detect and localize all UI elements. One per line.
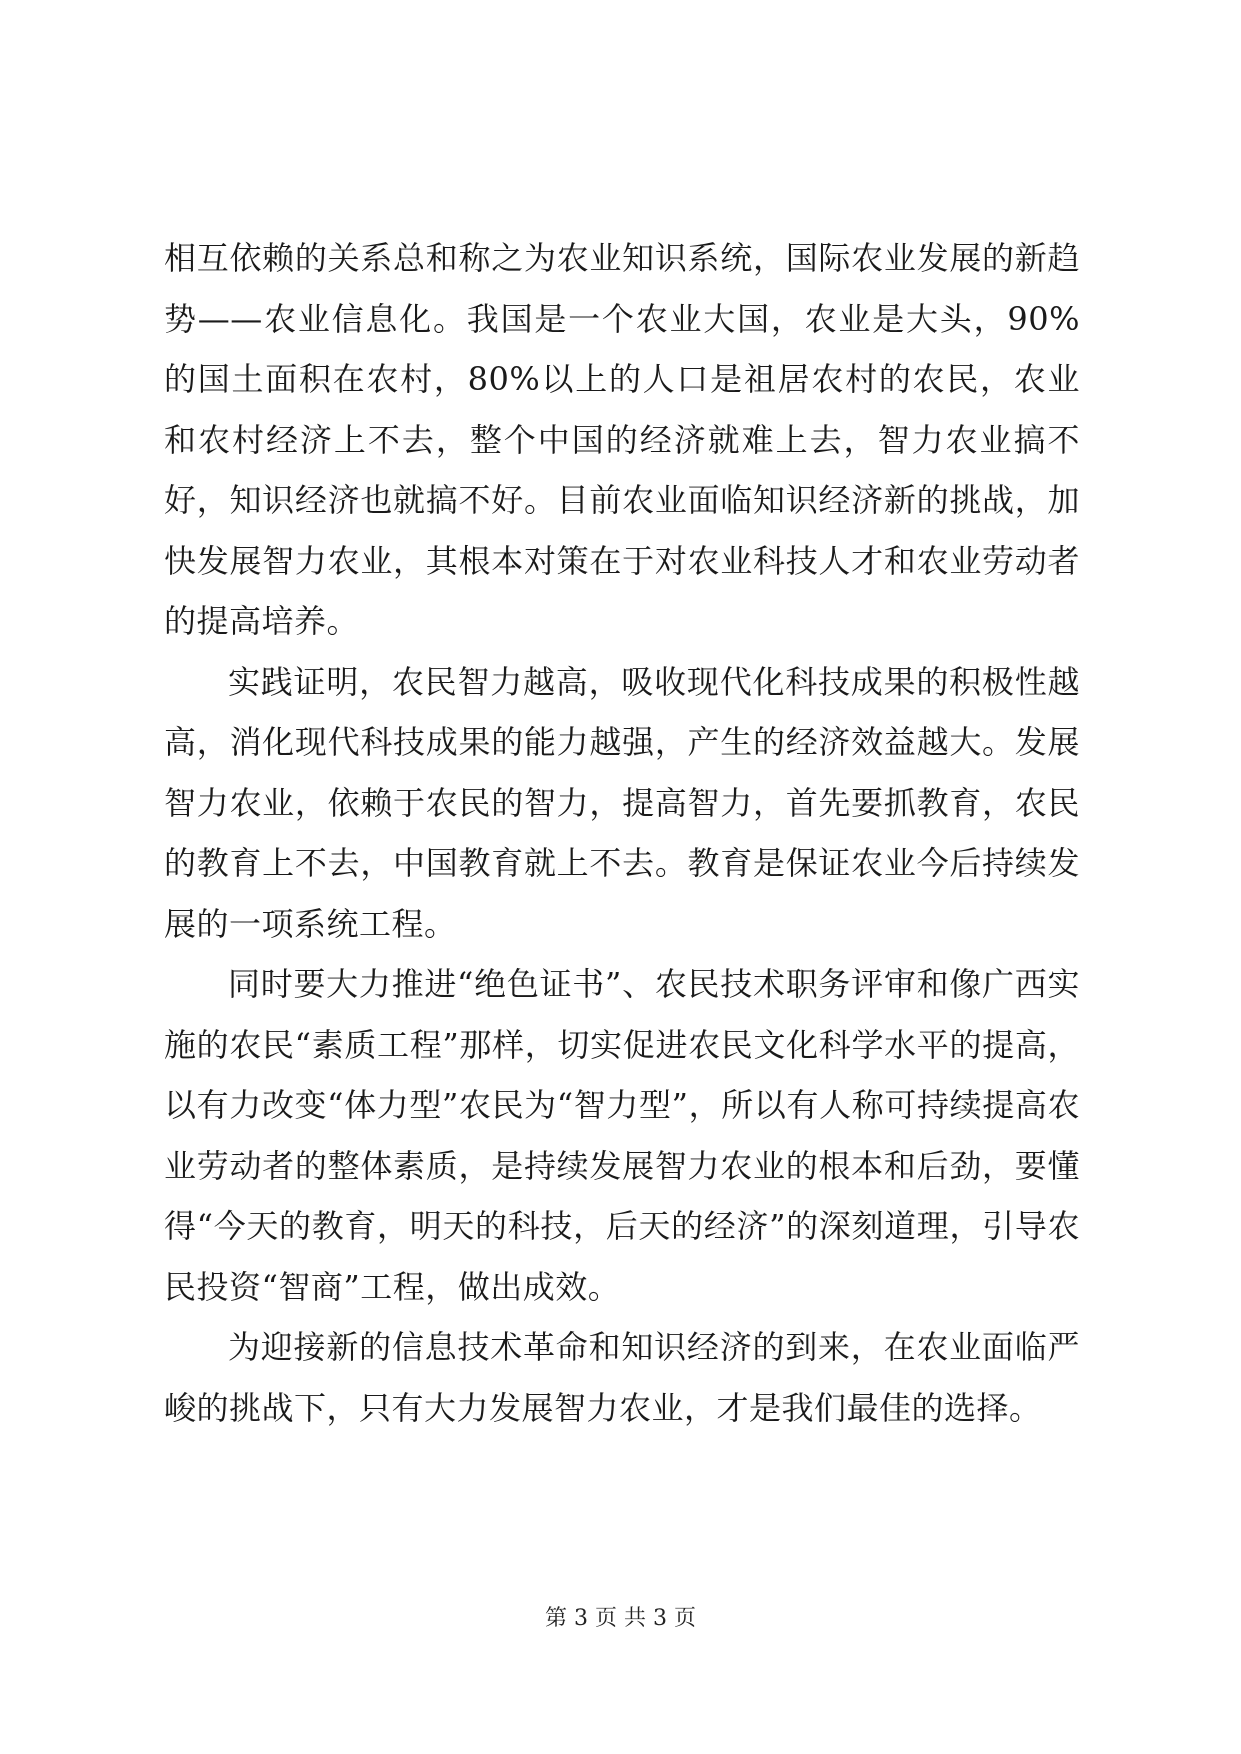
paragraph-promotion: 同时要大力推进“绝色证书”、农民技术职务评审和像广西实施的农民“素质工程”那样，切实促进农民文化科学水平的提高，以有力改变“体力型”农民为“智力型”，所以有人称可持续提高农业劳动者的整体素质，是持续发展智力农业的根本和后劲，要懂得“今天的教育，明天的科技，后天的经济”的深刻道理，引导农民投资“智商”工程，做出成效。: [164, 965, 1080, 1306]
paragraph-conclusion: 为迎接新的信息技术革命和知识经济的到来，在农业面临严峻的挑战下，只有大力发展智力农业，才是我们最佳的选择。: [164, 1328, 1080, 1427]
page-number-footer: 第 3 页 共 3 页: [545, 1606, 696, 1631]
paragraph-practice: 实践证明，农民智力越高，吸收现代化科技成果的积极性越高，消化现代科技成果的能力越强，产生的经济效益越大。发展智力农业，依赖于农民的智力，提高智力，首先要抓教育，农民的教育上不去，中国教育就上不去。教育是保证农业今后持续发展的一项系统工程。: [164, 662, 1080, 943]
document-body: [164, 228, 1080, 1438]
paragraph-continued: 相互依赖的关系总和称之为农业知识系统，国际农业发展的新趋势——农业信息化。我国是一个农业大国，农业是大头，90%的国土面积在农村，80%以上的人口是祖居农村的农民，农业和农村经济上不去，整个中国的经济就难上去，智力农业搞不好，知识经济也就搞不好。目前农业面临知识经济新的挑战，加快发展智力农业，其根本对策在于对农业科技人才和农业劳动者的提高培养。: [164, 239, 1080, 640]
